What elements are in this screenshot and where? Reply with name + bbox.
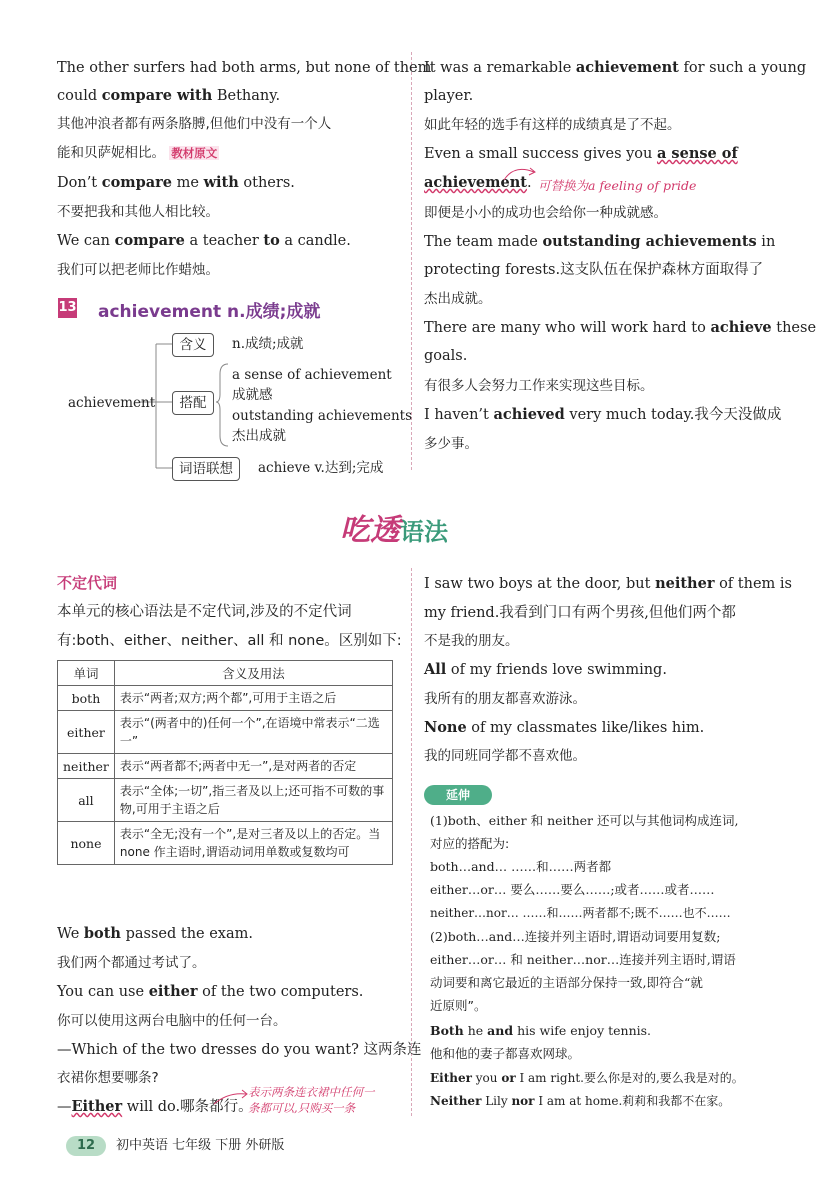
- text-line: I saw two boys at the door, but neither of them is: [424, 575, 792, 592]
- page-number: 12: [66, 1136, 106, 1156]
- text-line: 即便是小小的成功也会给你一种成就感。: [424, 205, 667, 221]
- mind-map-box-association: 词语联想: [172, 457, 240, 481]
- text-line: 衣裙你想要哪条?: [57, 1070, 159, 1086]
- text-line: 我们两个都通过考试了。: [57, 955, 206, 971]
- collocation-1-zh: 成就感: [232, 387, 273, 403]
- text-line: All of my friends love swimming.: [424, 661, 667, 678]
- text-line: —Either will do.哪条都行。: [57, 1098, 253, 1115]
- text-line: (1)both、either 和 neither 还可以与其他词构成连词,: [430, 813, 739, 828]
- text-line: 动词要和离它最近的主语部分保持一致,即符合“就: [430, 975, 703, 990]
- table-header-cell: 单词: [58, 661, 115, 686]
- table-cell-meaning: 表示“两者;双方;两个都”,可用于主语之后: [114, 686, 392, 711]
- text-line: Even a small success gives you a sense of: [424, 145, 738, 162]
- footer-book-title: 初中英语 七年级 下册 外研版: [116, 1138, 285, 1153]
- text-line: 对应的搭配为:: [430, 836, 510, 851]
- text-line: We can compare a teacher to a candle.: [57, 232, 351, 249]
- section-title: achievement n.成绩;成就: [98, 302, 321, 322]
- extension-badge: 延伸: [424, 785, 492, 805]
- text-line: 他和他的妻子都喜欢网球。: [430, 1046, 581, 1061]
- text-line: 不是我的朋友。: [424, 633, 519, 649]
- table-cell-word: either: [58, 711, 115, 754]
- text-line: my friend.我看到门口有两个男孩,但他们两个都: [424, 605, 736, 621]
- table-row: [58, 711, 393, 754]
- mind-map-brace: [216, 360, 230, 450]
- text-line: You can use either of the two computers.: [57, 983, 364, 1000]
- text-line: 不要把我和其他人相比较。: [57, 204, 219, 220]
- text-line: 其他冲浪者都有两条胳膊,但他们中没有一个人: [57, 116, 332, 132]
- text-line: 有很多人会努力工作来实现这些目标。: [424, 378, 654, 394]
- text-line: goals.: [424, 348, 468, 364]
- table-cell-word: both: [58, 686, 115, 711]
- table-cell-word: all: [58, 779, 115, 822]
- text-line: 近原则”。: [430, 998, 487, 1013]
- section-number-badge: 13: [58, 298, 77, 318]
- text-line: 如此年轻的选手有这样的成绩真是了不起。: [424, 117, 681, 133]
- text-line: Don’t compare me with others.: [57, 174, 295, 191]
- column-divider-bottom: [411, 568, 412, 1116]
- text-line: 本单元的核心语法是不定代词,涉及的不定代词: [57, 604, 352, 620]
- text-line: protecting forests.这支队伍在保护森林方面取得了: [424, 262, 764, 278]
- grammar-subtitle: 不定代词: [57, 574, 118, 592]
- text-line: either…or… 和 neither…nor…连接并列主语时,谓语: [430, 952, 736, 967]
- mind-map-root: achievement: [68, 395, 156, 411]
- table-cell-meaning: 表示“两者都不;两者中无一”,是对两者的否定: [114, 754, 392, 779]
- text-line: There are many who will work hard to achieve these: [424, 319, 816, 336]
- text-line: 你可以使用这两台电脑中的任何一台。: [57, 1013, 287, 1029]
- text-line: 有:both、either、neither、all 和 none。区别如下:: [57, 633, 402, 649]
- text-line: —Which of the two dresses do you want? 这两条连: [57, 1042, 422, 1058]
- table-header-row: [58, 661, 393, 686]
- mind-map-box-meaning: 含义: [172, 333, 214, 357]
- textbook-tag: 教材原文: [171, 146, 218, 160]
- text-line: None of my classmates like/likes him.: [424, 719, 705, 736]
- text-line: Neither Lily nor I am at home.莉莉和我都不在家。: [430, 1094, 731, 1108]
- table-row: [58, 779, 393, 822]
- annotation-arrow: [212, 1088, 252, 1110]
- text-line: It was a remarkable achievement for such a young: [424, 59, 807, 76]
- text-line: player.: [424, 88, 474, 104]
- table-row: [58, 754, 393, 779]
- text-line: I haven’t achieved very much today.我今天没做成: [424, 406, 782, 423]
- text-line: 我们可以把老师比作蜡烛。: [57, 262, 219, 278]
- text-line: The other surfers had both arms, but none of them: [57, 60, 432, 76]
- table-row: [58, 822, 393, 865]
- text-line: Either you or I am right.要么你是对的,要么我是对的。: [430, 1071, 744, 1085]
- table-header-cell: 含义及用法: [114, 661, 392, 686]
- table-cell-word: neither: [58, 754, 115, 779]
- mind-map-meaning-value: n.成绩;成就: [232, 336, 304, 352]
- text-line: neither…nor… ……和……两者都不;既不……也不……: [430, 906, 731, 920]
- table-cell-word: none: [58, 822, 115, 865]
- mind-map-box-collocation: 搭配: [172, 391, 214, 415]
- text-line: The team made outstanding achievements in: [424, 233, 776, 250]
- text-line: 我的同班同学都不喜欢他。: [424, 748, 586, 764]
- text-line: We both passed the exam.: [57, 925, 253, 942]
- text-line: either…or… 要么……要么……;或者……或者……: [430, 882, 715, 897]
- text-line: achievement.: [424, 174, 532, 191]
- table-cell-meaning: 表示“全体;一切”,指三者及以上;还可指不可数的事物,可用于主语之后: [114, 779, 392, 822]
- table-cell-meaning: 表示“(两者中的)任何一个”,在语境中常表示“二选一”: [114, 711, 392, 754]
- table-cell-meaning: 表示“全无;没有一个”,是对三者及以上的否定。当 none 作主语时,谓语动词用单数或复数均可: [114, 822, 392, 865]
- handwritten-note: 条都可以,只购买一条: [248, 1101, 356, 1115]
- table-row: [58, 686, 393, 711]
- handwritten-note: 表示两条连衣裙中任何一: [248, 1085, 375, 1099]
- text-line: both…and… ……和……两者都: [430, 859, 612, 874]
- pronoun-table: [57, 660, 393, 865]
- mind-map-association-value: achieve v.达到;完成: [258, 460, 384, 476]
- handwritten-note: 可替换为a feeling of pride: [538, 178, 697, 193]
- text-line: 能和贝萨妮相比。 教材原文: [57, 145, 218, 161]
- collocation-2: outstanding achievements: [232, 408, 412, 424]
- text-line: 多少事。: [424, 436, 478, 452]
- text-line: Both he and his wife enjoy tennis.: [430, 1023, 652, 1038]
- text-line: 杰出成就。: [424, 291, 492, 307]
- collocation-2-zh: 杰出成就: [232, 428, 286, 444]
- text-line: 我所有的朋友都喜欢游泳。: [424, 691, 586, 707]
- grammar-banner: 吃透语法: [340, 513, 448, 548]
- text-line: (2)both…and…连接并列主语时,谓语动词要用复数;: [430, 929, 721, 944]
- text-line: could compare with Bethany.: [57, 87, 281, 104]
- annotation-arrow: [500, 162, 540, 186]
- collocation-1: a sense of achievement: [232, 367, 392, 383]
